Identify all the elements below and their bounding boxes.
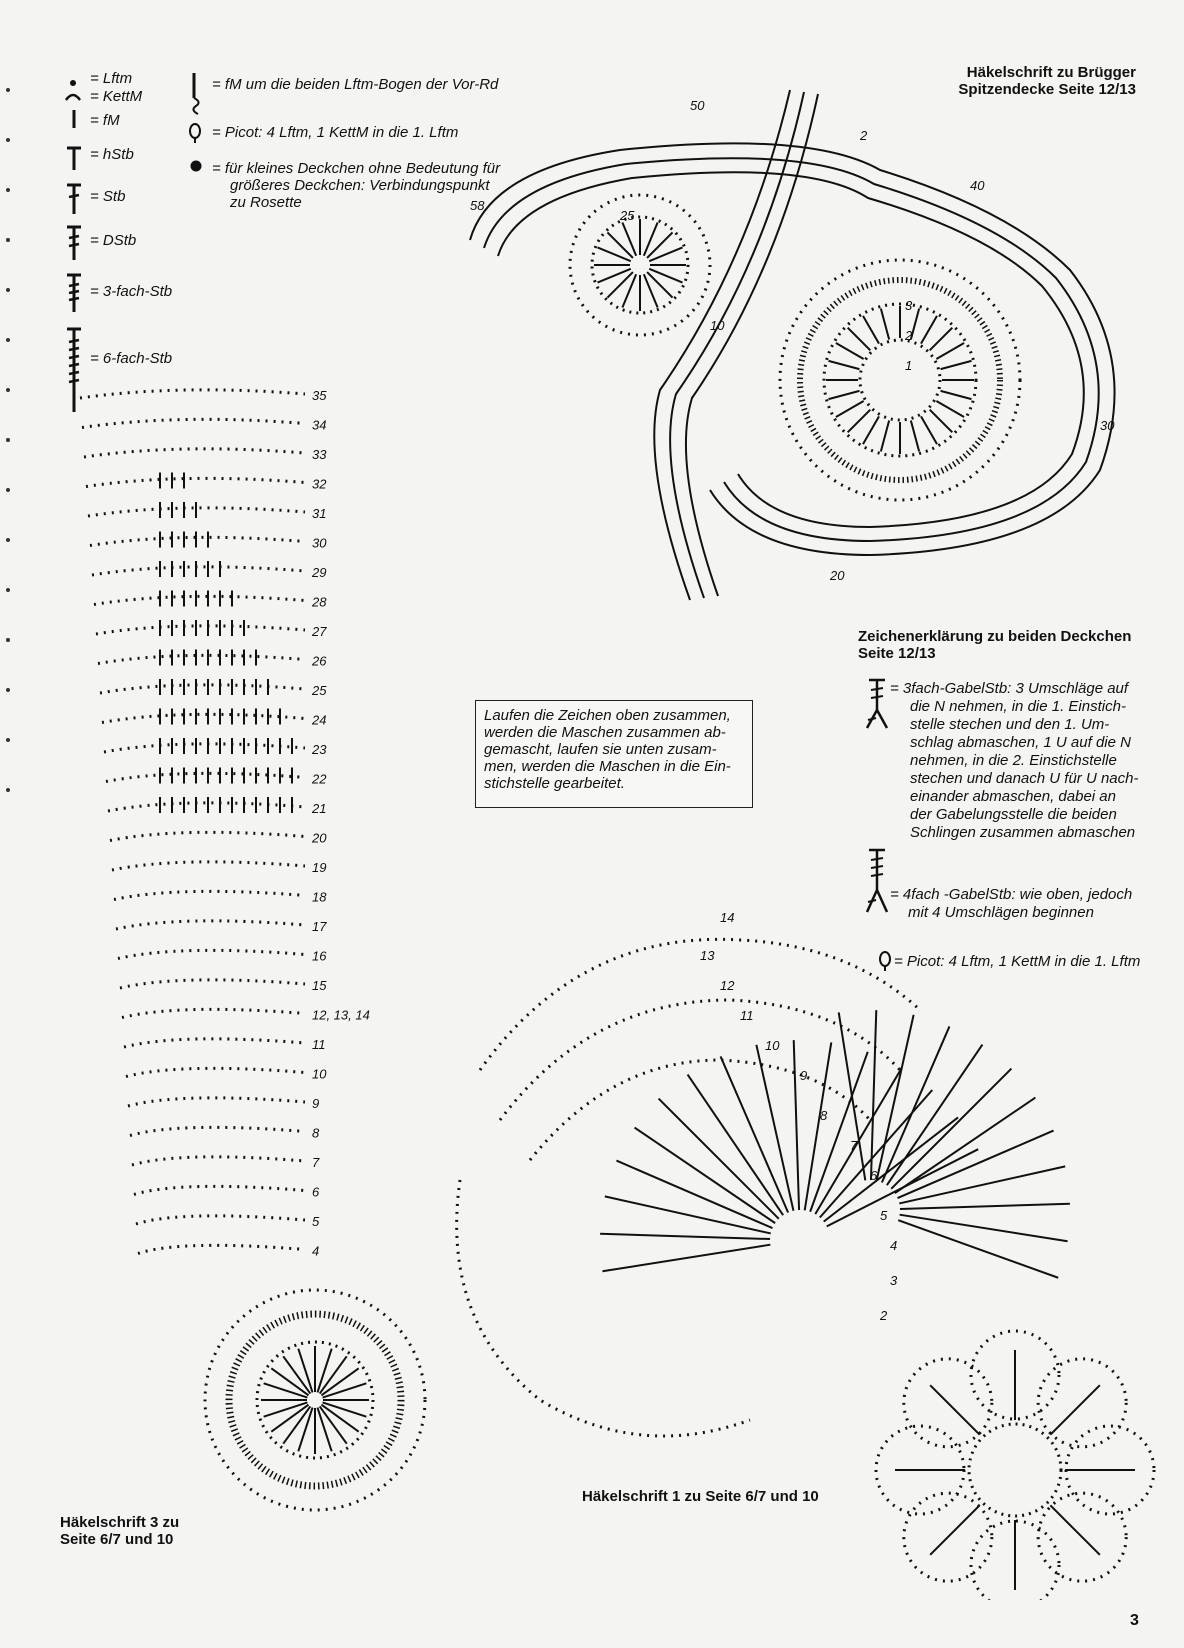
row-arc: [94, 596, 305, 604]
row-number: 3: [905, 298, 913, 313]
row-number: 17: [312, 919, 327, 934]
row-number: 8: [820, 1108, 828, 1123]
outer-band: [470, 143, 1115, 555]
row-number: 6: [870, 1168, 878, 1183]
row-arc: [136, 1216, 305, 1224]
row-number: 28: [312, 594, 327, 610]
fan-stitch: [810, 1052, 868, 1212]
row-number: 34: [312, 417, 327, 433]
fan-stitch: [887, 1045, 983, 1186]
double-crochet-icon: [64, 182, 84, 216]
row-number: 25: [312, 683, 327, 698]
spoke: [848, 410, 871, 433]
row-arc: [104, 744, 305, 752]
legend-join-line: zu Rosette: [230, 194, 302, 211]
chart3-diagram: [50, 380, 470, 1550]
spoke: [921, 416, 937, 444]
row-number: 5: [312, 1214, 320, 1229]
page-number: 3: [1130, 1612, 1139, 1629]
triple-treble-icon: [64, 272, 84, 314]
explanation-picot: = Picot: 4 Lftm, 1 KettM in die 1. Lftm: [894, 953, 1141, 970]
row-number: 9: [800, 1068, 808, 1083]
row-arc: [138, 1245, 305, 1253]
chart1-title: Häkelschrift 1 zu Seite 6/7 und 10: [582, 1488, 819, 1505]
row-number: 32: [312, 476, 327, 492]
row-arc: [98, 655, 305, 663]
row-number: 31: [312, 506, 327, 521]
note-box: Laufen die Zeichen oben zusammen, werden die Maschen zusammen ab- gemascht, laufen sie unten zusam- men, werden die Maschen in die Ein- stichstelle gearbeitet.: [475, 700, 753, 808]
spoke: [911, 421, 919, 452]
row-number: 3: [890, 1273, 898, 1288]
row-number: 19: [312, 860, 327, 875]
chart3-title-line: Häkelschrift 3 zu: [60, 1514, 180, 1531]
fan-stitch: [635, 1128, 776, 1224]
spoke: [936, 401, 964, 417]
row-number: 22: [312, 771, 327, 787]
row-number: 12, 13, 14: [312, 1007, 370, 1023]
explanation-heading: [858, 628, 1131, 662]
fan-stitch: [898, 1131, 1054, 1199]
spoke: [941, 391, 972, 399]
petal-stitch: [930, 1385, 979, 1434]
fan-stitch: [895, 1098, 1036, 1194]
chart1-flower: [969, 1424, 1061, 1516]
spoke: [936, 343, 964, 359]
fan-stitch: [820, 1090, 932, 1218]
fan-stitch: [659, 1099, 779, 1219]
legend-label: = DStb: [90, 232, 137, 249]
row-number: 35: [312, 388, 327, 403]
spoke: [836, 401, 864, 417]
chart3-rosette: [205, 1290, 425, 1510]
picot-icon: [186, 122, 204, 144]
row-number: 11: [312, 1037, 326, 1052]
row-number: 11: [740, 1008, 754, 1023]
treble-crochet-icon: [64, 224, 84, 262]
row-arc: [120, 980, 305, 988]
row-arc: [132, 1157, 305, 1165]
row-number: 23: [312, 742, 327, 757]
fan-stitch: [721, 1056, 789, 1212]
half-double-crochet-icon: [64, 144, 84, 172]
row-arc: [130, 1127, 305, 1135]
fan-stitch: [882, 1026, 950, 1182]
row-arc: [80, 390, 305, 398]
row-number: 2: [860, 128, 868, 143]
spoke: [941, 361, 972, 369]
legend-label: = hStb: [90, 146, 134, 163]
fan-stitch: [605, 1196, 771, 1233]
spoke: [829, 391, 860, 399]
spoke: [836, 343, 864, 359]
fan-stitch: [688, 1075, 784, 1216]
row-number: 50: [690, 98, 705, 113]
row-number: 40: [970, 178, 985, 193]
bruegger-title-line: Häkelschrift zu Brügger: [966, 64, 1136, 81]
spoke: [848, 328, 871, 351]
row-arc: [106, 773, 305, 781]
legend-join-line: = für kleines Deckchen ohne Bedeutung für: [212, 160, 501, 177]
row-number: 33: [312, 447, 327, 462]
row-arc: [128, 1098, 305, 1106]
row-number: 16: [312, 948, 327, 964]
row-number: 14: [720, 910, 735, 925]
legend-join-line: größeres Deckchen: Verbindungspunkt: [230, 177, 490, 194]
row-number: 30: [312, 535, 327, 551]
fan-stitch: [805, 1042, 832, 1210]
row-number: 4: [890, 1238, 898, 1253]
row-arc: [102, 714, 305, 722]
explanation-heading-line: Seite 12/13: [858, 645, 936, 662]
fan-stitch: [616, 1161, 772, 1229]
row-number: 58: [470, 198, 485, 213]
margin-marks: [0, 80, 14, 880]
row-arc: [86, 478, 305, 486]
row-arc: [90, 537, 305, 545]
row-arc: [134, 1186, 305, 1194]
legend-label: = 6-fach-Stb: [90, 350, 173, 367]
row-number: 7: [850, 1138, 858, 1153]
row-arc: [118, 950, 305, 958]
bruegger-diagram: [450, 60, 1160, 640]
fan-stitch: [794, 1040, 799, 1210]
chart3-title: [60, 1514, 179, 1548]
row-number: 20: [830, 568, 845, 583]
row-number: 26: [312, 653, 327, 669]
row-arc: [122, 1009, 305, 1017]
explanation-heading-line: Zeichenerklärung zu beiden Deckchen: [858, 628, 1132, 645]
row-number: 4: [312, 1243, 320, 1259]
row-arc: [112, 862, 305, 870]
row-number: 12: [720, 978, 735, 993]
fan-stitch: [898, 1220, 1058, 1278]
row-arc: [114, 891, 305, 899]
row-arc: [92, 567, 305, 575]
row-arc: [126, 1068, 305, 1076]
row-number: 7: [312, 1155, 320, 1170]
stem: [654, 90, 818, 600]
fan-stitch: [900, 1215, 1068, 1242]
row-number: 2: [905, 328, 913, 343]
bruegger-title-line: Spitzendecke Seite 12/13: [958, 81, 1136, 98]
row-number: 29: [312, 565, 327, 580]
3fach-gabel-stb-icon: [862, 676, 892, 732]
row-numbers: [470, 98, 1115, 583]
spoke: [921, 316, 937, 344]
row-number: 27: [312, 624, 327, 639]
legend-label: = KettM: [90, 88, 143, 105]
single-crochet-bar-icon: [64, 108, 84, 130]
row-number: 5: [880, 1208, 888, 1223]
row-number: 25: [620, 208, 635, 223]
join-point-icon: [188, 158, 204, 174]
spoke: [930, 328, 953, 351]
legend-label: = fM: [90, 112, 120, 129]
row-number: 18: [312, 889, 327, 905]
spoke: [881, 421, 889, 452]
rosette-spokes: [594, 219, 974, 454]
rosette-center: [780, 260, 1020, 500]
spoke: [881, 309, 889, 340]
row-number: 8: [312, 1125, 320, 1141]
spoke: [863, 416, 879, 444]
spoke: [863, 316, 879, 344]
row-number: 10: [710, 318, 725, 333]
legend-label: = Lftm: [90, 70, 133, 87]
explanation-4fach: = 4fach -GabelStb: wie oben, jedoch mit 4 Umschlägen beginnen: [890, 886, 1133, 921]
fan-stitch: [899, 1166, 1065, 1203]
legend-label: = 3-fach-Stb: [90, 283, 173, 300]
row-number: 10: [312, 1066, 327, 1082]
row-arc: [82, 419, 305, 427]
row-number: 13: [700, 948, 715, 963]
row-arc: [110, 832, 305, 840]
row-arc: [124, 1039, 305, 1047]
spoke: [930, 410, 953, 433]
row-arc: [108, 803, 305, 811]
row-arc: [116, 921, 305, 929]
row-number: 30: [1100, 418, 1115, 433]
row-number: 24: [312, 712, 327, 728]
row-number: 20: [312, 830, 327, 846]
petal-stitch: [1050, 1385, 1099, 1434]
row-number: 10: [765, 1038, 780, 1053]
row-number: 9: [312, 1096, 320, 1111]
row-number: 6: [312, 1184, 320, 1200]
row-arc: [84, 449, 305, 457]
fan-stitch: [900, 1204, 1070, 1209]
row-number: 15: [312, 978, 327, 993]
row-arc: [100, 685, 305, 693]
fm-around-arches-icon: [186, 70, 206, 116]
fan-stitch: [891, 1069, 1011, 1189]
row-number: 21: [312, 801, 327, 816]
rosette-left: [570, 195, 710, 335]
fan-stitch: [756, 1045, 793, 1211]
petal-stitch: [1050, 1505, 1099, 1554]
slip-stitch-arc-icon: [62, 88, 84, 104]
row-number: 2: [880, 1308, 888, 1323]
chart3-title-line: Seite 6/7 und 10: [60, 1531, 174, 1548]
row-arc: [96, 626, 305, 634]
fan-stitch: [600, 1234, 770, 1239]
legend-label: = Stb: [90, 188, 126, 205]
legend-arches-label: = fM um die beiden Lftm-Bogen der Vor-Rd: [212, 76, 499, 93]
petal-stitch: [930, 1505, 979, 1554]
explanation-3fach: = 3fach-GabelStb: 3 Umschläge auf die N nehmen, in die 1. Einstich- stelle stechen und den 1. Um- schlag abmaschen, 1 U auf die N nehmen, in die 2. Einstichstelle stechen und danach U für U nach- einander abmaschen, dabei an der Gabelungsstelle die beiden Schlingen zusammen abmaschen: [890, 680, 1139, 841]
legend-picot-label: = Picot: 4 Lftm, 1 KettM in die 1. Lftm: [212, 124, 459, 141]
fan-stitch: [602, 1245, 770, 1272]
row-number: 1: [905, 358, 913, 373]
spoke: [829, 361, 860, 369]
